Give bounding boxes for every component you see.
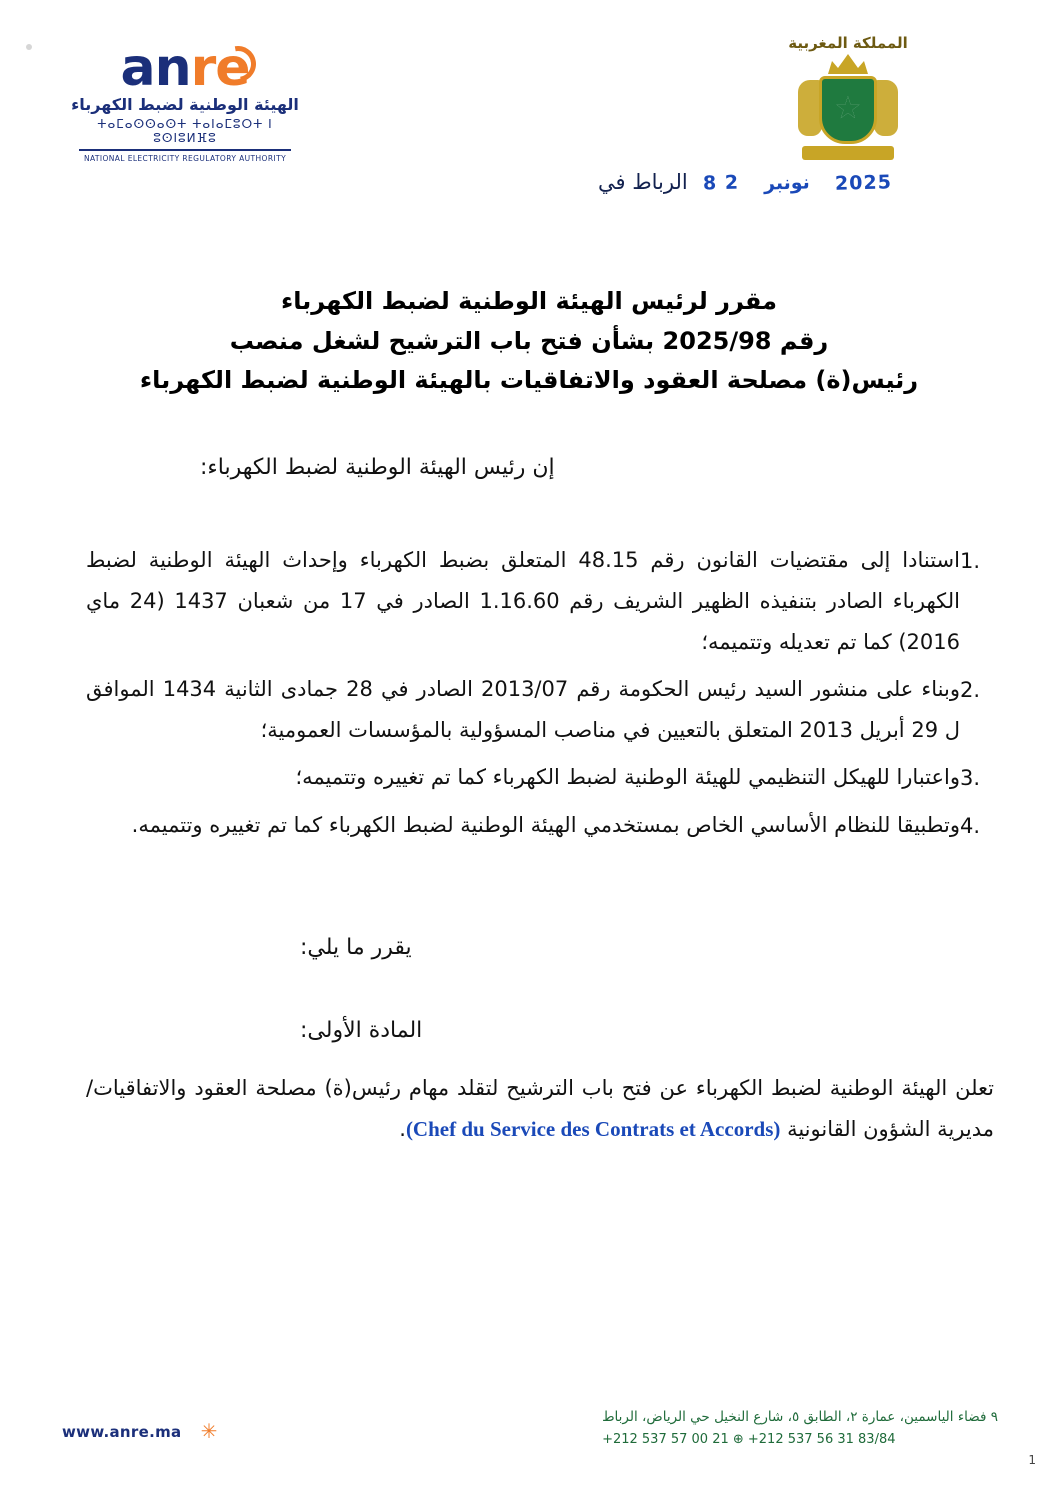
article-heading: المادة الأولى: (300, 1018, 423, 1043)
page-number: 1 (1028, 1453, 1036, 1467)
clause-text: استنادا إلى مقتضيات القانون رقم 48.15 المتعلق بضبط الكهرباء وإحداث الهيئة الوطنية لضبط الكهرباء الصادر بتنفيذه الظهير الشريف رقم 1.16.60 الصادر في 17 من شعبان 1437 (24 ماي 2016) كما تم تعديله وتتميمه؛ (86, 548, 960, 654)
clause-item (86, 669, 994, 751)
logo-tifinagh-name: ⵜⴰⵎⴰⵙⵙⴰⵙⵜ ⵜⴰⵏⴰⵎⵓⵔⵜ ⵏ ⵓⵙⵏⵓⵍⴼⵓ (97, 117, 273, 146)
date-stamp-year: 2025 (835, 171, 893, 195)
crown-shape (828, 54, 868, 74)
document-title (0, 282, 1058, 401)
clause-number: 2. (960, 677, 981, 702)
lion-right-shape (874, 80, 898, 136)
kingdom-block (698, 34, 998, 162)
document-header (0, 34, 1058, 184)
title-line-3: رئيس(ة) مصلحة العقود والاتفاقيات بالهيئة الوطنية لضبط الكهرباء (139, 366, 919, 395)
date-stamp-day: 2 8 (702, 171, 740, 195)
logo-arabic-name: الهيئة الوطنية لضبط الكهرباء (71, 95, 299, 115)
clause-item (86, 540, 994, 663)
footer-address: ٩ فضاء الياسمين، عمارة ٢، الطابق ٥، شارع النخيل حي الرياض، الرباط (602, 1408, 998, 1425)
kingdom-title: المملكة المغربية (788, 34, 908, 52)
anre-wordmark (120, 38, 250, 98)
title-line-2: رقم 2025/98 بشأن فتح باب الترشيح لشغل منصب (229, 326, 829, 355)
document-footer (0, 1391, 1058, 1471)
article-text-before: تعلن الهيئة الوطنية لضبط الكهرباء عن فتح باب الترشيح لتقلد مهام رئيس(ة) مصلحة العقود والاتفاقيات/مديرية الشؤون القانونية (86, 1076, 994, 1141)
wordmark-an: an (120, 38, 191, 98)
lead-paragraph: إن رئيس الهيئة الوطنية لضبط الكهرباء: (200, 455, 555, 480)
clause-number: 3. (960, 765, 981, 790)
clause-text: واعتبارا للهيكل التنظيمي للهيئة الوطنية لضبط الكهرباء كما تم تغييره وتتميمه؛ (295, 764, 960, 789)
date-stamp-month: نونبر (764, 171, 811, 195)
clause-number: 4. (960, 813, 981, 838)
motto-ribbon (802, 146, 894, 160)
title-line-1: مقرر لرئيس الهيئة الوطنية لضبط الكهرباء (280, 287, 778, 315)
clause-item (86, 757, 994, 799)
clause-item (86, 805, 994, 847)
logo-divider (79, 149, 291, 151)
clause-text: وبناء على منشور السيد رئيس الحكومة رقم 2013/07 الصادر في 28 جمادى الثانية 1434 الموافق ل 29 أبريل 2013 المتعلق بالتعيين في مناصب المسؤولية بالمؤسسات العمومية؛ (86, 676, 961, 742)
decides-line: يقرر ما يلي: (300, 935, 412, 960)
logo-english-name: NATIONAL ELECTRICITY REGULATORY AUTHORITY (83, 154, 287, 164)
clause-number: 1. (960, 549, 981, 573)
article-body (86, 1068, 994, 1150)
coat-of-arms-icon (796, 54, 900, 162)
dateline (598, 170, 998, 195)
pentagram-icon: ★ (834, 92, 862, 125)
sparkle-icon: ✳ (200, 1421, 218, 1443)
footer-phones: +212 537 57 00 21 ⊕ +212 537 56 31 83/84 (602, 1431, 896, 1447)
clause-list (86, 540, 994, 853)
anre-logo (70, 38, 300, 164)
clause-text: وتطبيقا للنظام الأساسي الخاص بمستخدمي الهيئة الوطنية لضبط الكهرباء كما تم تغييره وتتميمه. (131, 812, 960, 837)
article-text-after: . (399, 1116, 406, 1141)
dateline-label: الرباط في (598, 170, 688, 194)
footer-contact (602, 1406, 998, 1451)
wordmark-re: re (190, 38, 250, 98)
article-french-term: (Chef du Service des Contrats et Accords) (405, 1116, 781, 1141)
footer-website[interactable]: www.anre.ma (62, 1423, 182, 1441)
